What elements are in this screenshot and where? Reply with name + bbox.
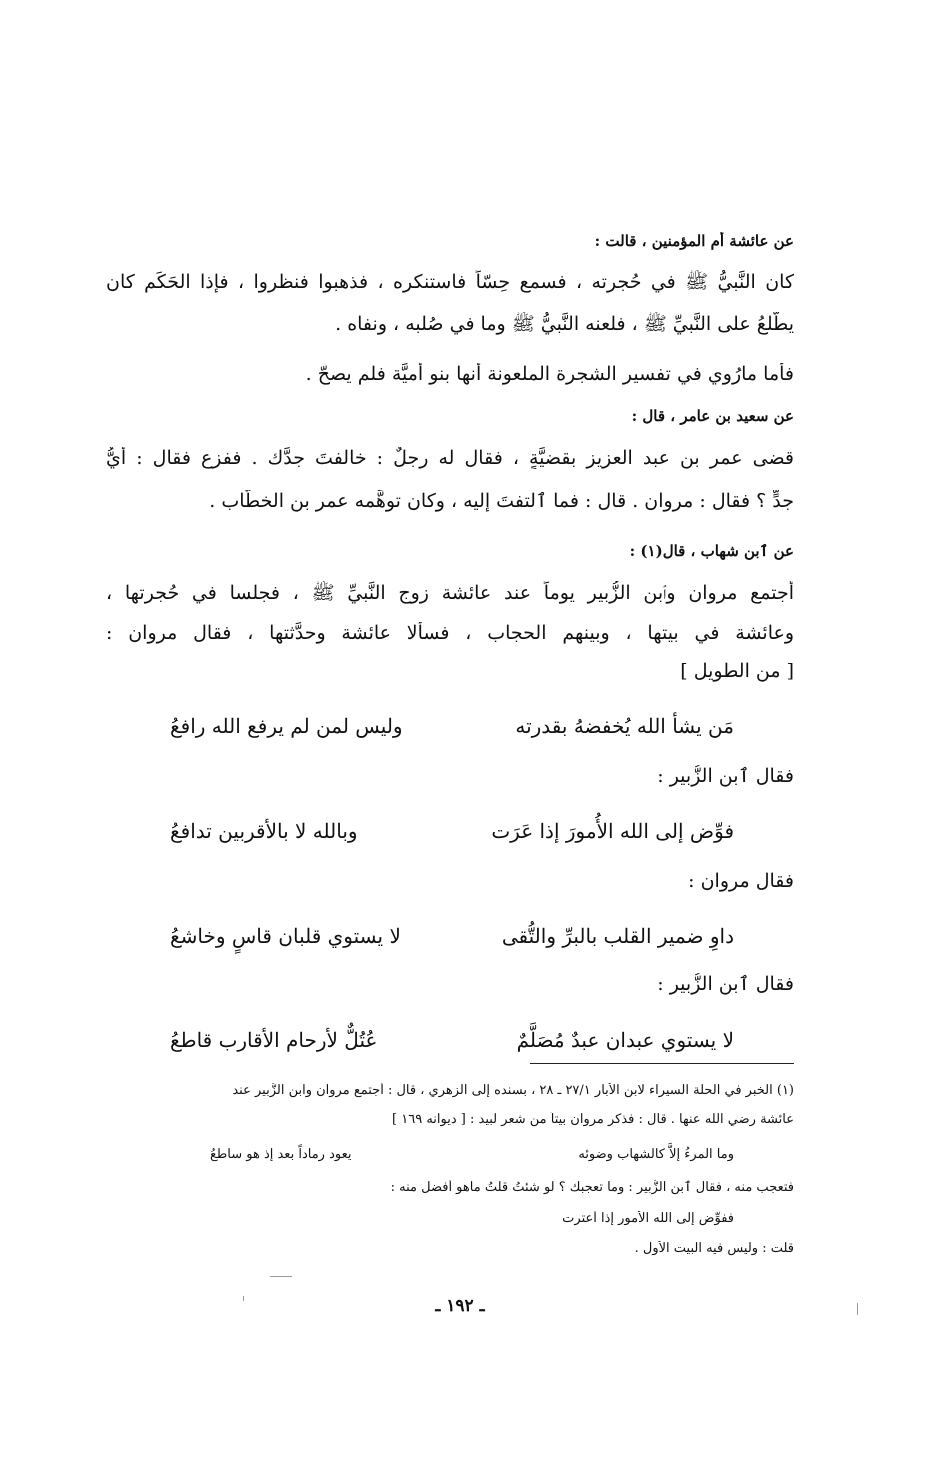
footnote-verse-first-hemistich: وما المرءُ إلاَّ كالشهاب وضوئه (578, 1147, 734, 1162)
footnote-verse (210, 1147, 734, 1162)
verse-4-second-hemistich: عُتُلٌّ لأرحام الأقارب قاطعُ (170, 1028, 378, 1052)
narrator-heading-said: عن سعيد بن عامر ، قال : (631, 407, 794, 425)
verse-2-first-hemistich: فوِّض إلى الله الأُمورَ إذا عَرَت (491, 819, 734, 843)
verse-3-second-hemistich: لا يستوي قلبان قاسٍ وخاشعُ (170, 924, 401, 948)
scan-speck (857, 1303, 858, 1315)
footnote-line-2: عائشة رضي الله عنها . قال : فذكر مروان بيتاً من شعر لبيد : [ ديوانه ١٦٩ ] (392, 1112, 794, 1127)
verse-1 (170, 710, 734, 742)
verse-3 (170, 920, 734, 952)
paragraph-4-line-2: وعائشة في بيتها ، وبينهم الحجاب ، فسألا عائشة وحدَّثتها ، فقال مروان : (106, 622, 794, 644)
speaker-line-1: فقال ٱبن الزُّبير : (657, 765, 794, 787)
meter-label: [ من الطويل ] (680, 660, 794, 682)
verse-2 (170, 815, 734, 847)
verse-4 (170, 1024, 734, 1056)
verse-1-second-hemistich: وليس لمن لم يرفع الله رافعُ (170, 714, 403, 738)
narrator-heading-ibn-shihab: عن ٱبن شهاب ، قال(١) : (629, 542, 794, 560)
paragraph-1-line-1: كان النَّبيُّ ﷺ في حُجرته ، فسمع حِسّاً فاستنكره ، فذهبوا فنظروا ، فإذا الحَكَم كان (106, 271, 794, 293)
verse-4-first-hemistich: لا يستوي عبدان عبدٌ مُصَلَّمٌ (516, 1028, 734, 1052)
footnote-line-3: فتعجب منه ، فقال ٱبن الزُّبير : وما تعجبك ؟ لو شئتُ قلتُ ماهو أفضل منه : (390, 1180, 794, 1195)
footnote-line-4: ففوِّض إلى الله الأُمور إذا أعترت (562, 1211, 734, 1226)
footnote-line-1: (١) الخبر في الحلة السيراء لابن الأبار ٢٧/١ ـ ٢٨ ، بسنده إلى الزهري ، قال : أجتمع مروان وابن الزُّبير عند (232, 1083, 794, 1098)
speaker-line-2: فقال مروان : (688, 870, 794, 892)
page-number: ـ ١٩٢ ـ (435, 1296, 485, 1316)
paragraph-2: فأما مارُوي في تفسير الشجرة الملعونة أنها بنو أُميَّة فلم يصحّ . (305, 363, 794, 385)
scan-speck (243, 1296, 244, 1301)
speaker-line-3: فقال ٱبن الزُّبير : (657, 973, 794, 995)
verse-2-second-hemistich: وبالله لا بالأقربين تدافعُ (170, 819, 358, 843)
paragraph-3-line-2: جدٍّ ؟ فقال : مروان . قال : فما ٱلتفتَ إليه ، وكان توهَّمه عمر بن الخطَّاب . (209, 490, 794, 512)
footnote-line-5: قلت : وليس فيه البيت الأول . (634, 1241, 794, 1256)
verse-3-first-hemistich: داوِ ضمير القلب بالبرِّ والتُّقى (501, 924, 734, 948)
paragraph-1-line-2: يطَّلعُ على النَّبيِّ ﷺ ، فلعنه النَّبيُّ ﷺ وما في صُلبه ، ونفاه . (335, 313, 794, 335)
paragraph-3-line-1: قضى عمر بن عبد العزيز بقضيَّةٍ ، فقال له رجلٌ : خالفتَ جدَّك . ففزع فقال : أيُّ (106, 447, 794, 469)
footnote-separator (530, 1063, 794, 1064)
paragraph-4-line-1: أجتمع مروان وٱبن الزُّبير يوماً عند عائشة زوج النَّبيِّ ﷺ ، فجلسا في حُجرتها ، (106, 582, 794, 604)
narrator-heading-aisha: عن عائشة أم المؤمنين ، قالت : (594, 232, 794, 250)
scan-speck (270, 1276, 292, 1277)
footnote-verse-second-hemistich: يعود رماداً بعد إذ هو ساطعُ (210, 1147, 352, 1162)
verse-1-first-hemistich: مَن يشأ الله يُخفضهُ بقدرته (515, 714, 734, 738)
